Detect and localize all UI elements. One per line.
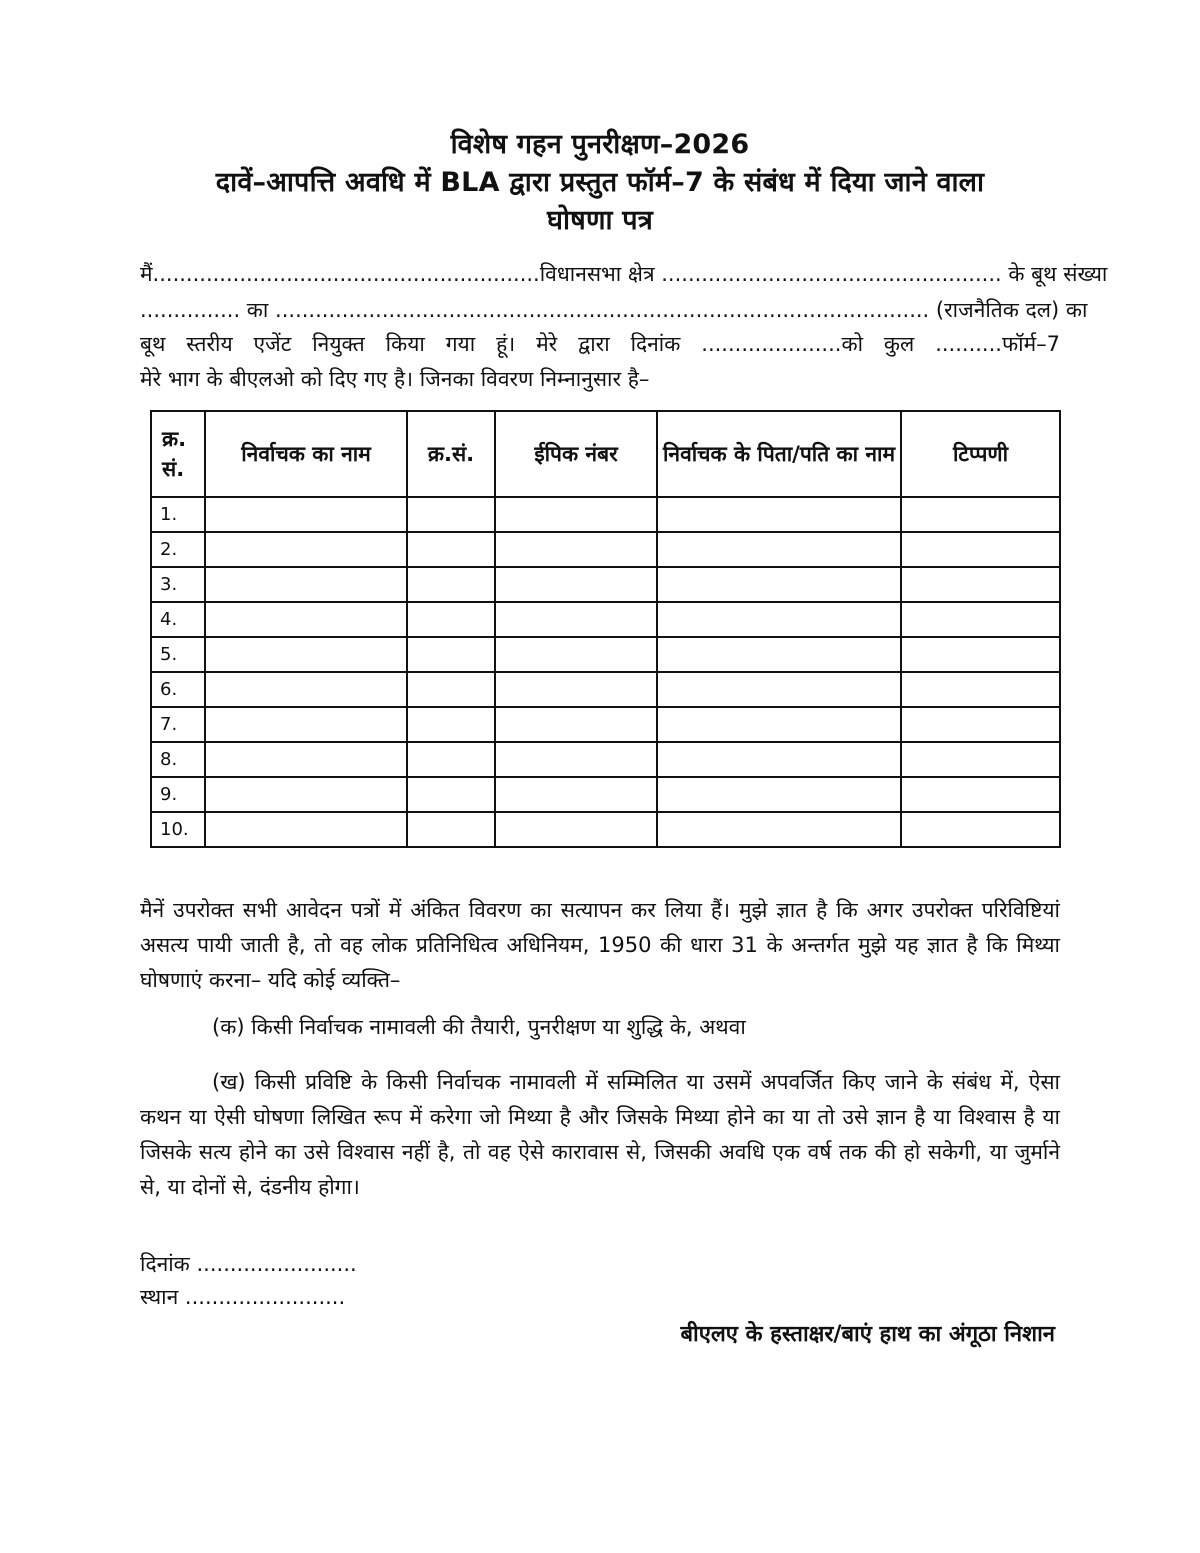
row-number: 9.	[151, 777, 205, 812]
row-number: 10.	[151, 812, 205, 847]
cell-father-husband-name[interactable]	[657, 602, 901, 637]
cell-sr-no[interactable]	[407, 777, 495, 812]
cell-remarks[interactable]	[901, 777, 1060, 812]
row-number: 2.	[151, 532, 205, 567]
cell-remarks[interactable]	[901, 637, 1060, 672]
place-field[interactable]: स्थान ........................	[140, 1285, 346, 1309]
cell-sr-no[interactable]	[407, 812, 495, 847]
intro-line-2: ............... का .................................................................................................. (राजनैतिक दल) का	[140, 298, 1088, 322]
claims-table	[150, 410, 1061, 848]
table-row	[151, 777, 1060, 812]
cell-sr-no[interactable]	[407, 707, 495, 742]
cell-elector-name[interactable]	[205, 707, 407, 742]
row-number: 5.	[151, 637, 205, 672]
cell-sr-no[interactable]	[407, 742, 495, 777]
cell-elector-name[interactable]	[205, 742, 407, 777]
cell-father-husband-name[interactable]	[657, 707, 901, 742]
cell-epic-number[interactable]	[495, 567, 657, 602]
cell-father-husband-name[interactable]	[657, 672, 901, 707]
cell-father-husband-name[interactable]	[657, 497, 901, 532]
col-header-serial: क्र. सं.	[151, 411, 205, 497]
row-number: 4.	[151, 602, 205, 637]
intro-line-4: मेरे भाग के बीएलओ को दिए गए है। जिनका विवरण निम्नानुसार है–	[140, 367, 650, 391]
cell-epic-number[interactable]	[495, 777, 657, 812]
title-line-1: विशेष गहन पुनरीक्षण–2026	[450, 129, 750, 160]
title-line-3: घोषणा पत्र	[547, 205, 653, 236]
table-row	[151, 567, 1060, 602]
cell-elector-name[interactable]	[205, 497, 407, 532]
date-field[interactable]: दिनांक ........................	[140, 1252, 357, 1276]
cell-epic-number[interactable]	[495, 812, 657, 847]
table-row	[151, 812, 1060, 847]
col-header-elector-name: निर्वाचक का नाम	[205, 411, 407, 497]
row-number: 7.	[151, 707, 205, 742]
cell-elector-name[interactable]	[205, 637, 407, 672]
cell-epic-number[interactable]	[495, 602, 657, 637]
cell-sr-no[interactable]	[407, 637, 495, 672]
col-header-epic-number: ईपिक नंबर	[495, 411, 657, 497]
row-number: 6.	[151, 672, 205, 707]
table-row	[151, 707, 1060, 742]
cell-elector-name[interactable]	[205, 672, 407, 707]
cell-elector-name[interactable]	[205, 602, 407, 637]
intro-line-1: मैं..........................................................विधानसभा क्षेत्र ................................................... के बूथ संख्या	[140, 262, 1108, 286]
table-row	[151, 742, 1060, 777]
col-header-sr-no: क्र.सं.	[407, 411, 495, 497]
cell-father-husband-name[interactable]	[657, 812, 901, 847]
signature-label: बीएलए के हस्ताक्षर/बाएं हाथ का अंगूठा निशान	[680, 1322, 1055, 1347]
cell-elector-name[interactable]	[205, 532, 407, 567]
cell-sr-no[interactable]	[407, 567, 495, 602]
declaration-clause-ka: (क) किसी निर्वाचक नामावली की तैयारी, पुनरीक्षण या शुद्धि के, अथवा	[212, 1015, 746, 1039]
cell-epic-number[interactable]	[495, 707, 657, 742]
cell-father-husband-name[interactable]	[657, 637, 901, 672]
declaration-paragraph-1: मैनें उपरोक्त सभी आवेदन पत्रों में अंकित विवरण का सत्यापन कर लिया हैं। मुझे ज्ञात है कि अगर उपरोक्त परिविष्टियां असत्य पायी जाती है, तो वह लोक प्रतिनिधित्व अधिनियम, 1950 की धारा 31 के अन्तर्गत मुझे यह ज्ञात है कि मिथ्या घोषणाएं करना– यदि कोई व्यक्ति–	[140, 898, 1060, 992]
cell-epic-number[interactable]	[495, 497, 657, 532]
cell-sr-no[interactable]	[407, 602, 495, 637]
table-row	[151, 672, 1060, 707]
cell-sr-no[interactable]	[407, 672, 495, 707]
cell-remarks[interactable]	[901, 672, 1060, 707]
cell-epic-number[interactable]	[495, 532, 657, 567]
cell-elector-name[interactable]	[205, 567, 407, 602]
cell-epic-number[interactable]	[495, 637, 657, 672]
cell-father-husband-name[interactable]	[657, 567, 901, 602]
cell-epic-number[interactable]	[495, 742, 657, 777]
declaration-clause-kha: (ख) किसी प्रविष्टि के किसी निर्वाचक नामावली में सम्मिलित या उसमें अपवर्जित किए जाने के संबंध में, ऐसा कथन या ऐसी घोषणा लिखित रूप में करेगा जो मिथ्या है और जिसके मिथ्या होने का या तो उसे ज्ञान है या विश्वास है या जिसके सत्य होने का उसे विश्वास नहीं है, तो वह ऐसे कारावास से, जिसकी अवधि एक वर्ष तक की हो सकेगी, या जुर्माने से, या दोनों से, दंडनीय होगा।	[140, 1070, 1060, 1199]
col-header-remarks: टिप्पणी	[901, 411, 1060, 497]
table-row	[151, 532, 1060, 567]
cell-father-husband-name[interactable]	[657, 777, 901, 812]
table-row	[151, 637, 1060, 672]
col-header-father-husband-name: निर्वाचक के पिता/पति का नाम	[657, 411, 901, 497]
cell-remarks[interactable]	[901, 742, 1060, 777]
row-number: 1.	[151, 497, 205, 532]
cell-remarks[interactable]	[901, 497, 1060, 532]
table-row	[151, 602, 1060, 637]
cell-elector-name[interactable]	[205, 812, 407, 847]
cell-remarks[interactable]	[901, 532, 1060, 567]
cell-remarks[interactable]	[901, 812, 1060, 847]
cell-father-husband-name[interactable]	[657, 532, 901, 567]
row-number: 8.	[151, 742, 205, 777]
table-header-row	[151, 411, 1060, 497]
cell-father-husband-name[interactable]	[657, 742, 901, 777]
table-row	[151, 497, 1060, 532]
cell-remarks[interactable]	[901, 567, 1060, 602]
intro-line-3: बूथ स्तरीय एजेंट नियुक्त किया गया हूं। मेरे द्वारा दिनांक .....................को कुल ..........फॉर्म–7	[140, 332, 1060, 356]
cell-elector-name[interactable]	[205, 777, 407, 812]
cell-remarks[interactable]	[901, 602, 1060, 637]
row-number: 3.	[151, 567, 205, 602]
cell-sr-no[interactable]	[407, 497, 495, 532]
title-line-2: दावें–आपत्ति अवधि में BLA द्वारा प्रस्तुत फॉर्म–7 के संबंध में दिया जाने वाला	[215, 167, 985, 198]
cell-remarks[interactable]	[901, 707, 1060, 742]
cell-epic-number[interactable]	[495, 672, 657, 707]
cell-sr-no[interactable]	[407, 532, 495, 567]
